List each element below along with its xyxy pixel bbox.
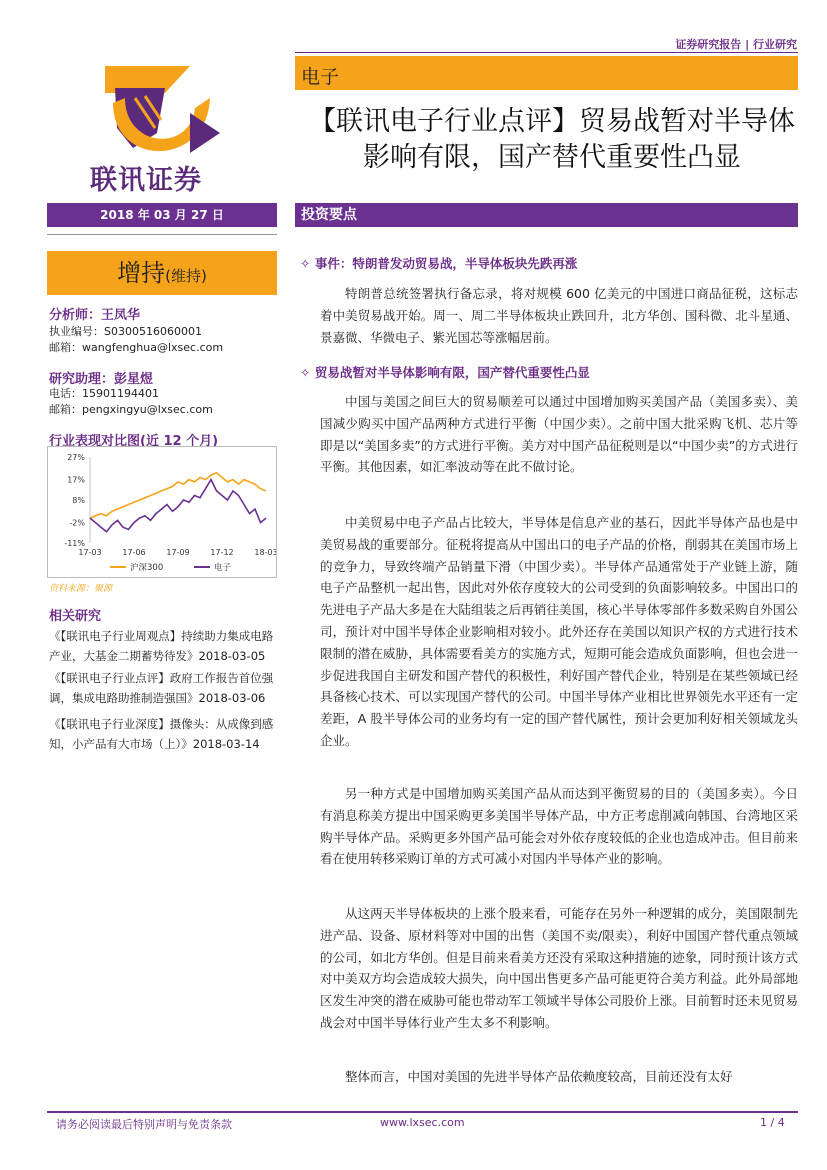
y-tick-label: -11% (64, 539, 85, 548)
report-title: 【联讯电子行业点评】贸易战暂对半导体影响有限，国产替代重要性凸显 (309, 106, 795, 173)
y-tick-label: 8% (72, 496, 85, 505)
x-tick-label: 17-06 (122, 548, 146, 557)
header-divider (295, 52, 798, 53)
report-type: 证券研究报告 | 行业研究 (675, 38, 797, 51)
rating-badge (47, 251, 277, 295)
rating-main: 增持 (117, 259, 166, 287)
rating-divider (47, 234, 277, 235)
y-tick-label: 17% (67, 475, 85, 485)
paragraph: 整体而言，中国对美国的先进半导体产品依赖度较高，目前还没有太好 (345, 1069, 733, 1084)
related-heading: 相关研究 (49, 609, 102, 624)
paragraph: 中美贸易中电子产品占比较大，半导体是信息产业的基石，因此半导体产品也是中美贸易战的重要部分。征税将提高从中国出口的电子产品的价格，削弱其在美国市场上的竞争力，导致终端产品销量下滑（中国少卖）。半导体产品通常处于产业链上游，随电子产品整机一起出售，因此对外依存度较大的公司受到的负面影响较多。中国出口的先进电子产品大多是在大陆组装之后再销往美国，核心半导体零部件多数采购自外国公司，预计对中国半导体企业影响相对较小。此外还存在美国以知识产权的方式进行技术限制的潜在威胁，具体需要看美方的实施方式，短期可能会造成负面影响，但也会进一步促进我国自主研发和国产替代的积极性，利好国产替代企业，特别是在某些领域已经具备核心技术、可以实现国产替代的公司。中国半导体产业相比世界领先水平还有一定差距，A 股半导体公司的业务均有一定的国产替代属性，预计会更加利好相关领域龙头企业。 (320, 515, 798, 748)
y-tick-label: -2% (69, 518, 85, 528)
related-item[interactable]: 《【联讯电子行业点评】政府工作报告首位强调，集成电路助推制造强国》2018-03-06 (49, 671, 274, 705)
footer-disclaimer[interactable]: 请务必阅读最后特别声明与免责条款 (56, 1118, 232, 1131)
paragraph: 中国与美国之间巨大的贸易顺差可以通过中国增加购买美国产品（美国多卖）、美国减少购买中国产品两种方式进行平衡（中国少卖）。之前中国大批采购飞机、芯片等即是以“美国多卖”的方式进行平衡。美方对中国产品征税则是以“中国少卖”的方式进行平衡。其他因素，如汇率波动等在此不做讨论。 (320, 394, 798, 475)
assistant-name: 研究助理：彭星煜 (49, 372, 154, 387)
paragraph: 特朗普总统签署执行备忘录，将对规模 600 亿美元的中国进口商品征税，这标志着中美贸易战开始。周一、周二半导体板块止跌回升，北方华创、国科微、北斗星通、景嘉微、华微电子、紫光国芯等涨幅居前。 (320, 286, 798, 345)
legend-label: 沪深300 (130, 563, 164, 573)
x-tick-label: 17-12 (210, 548, 234, 557)
chart-heading: 行业表现对比图(近 12 个月) (49, 434, 219, 449)
footer-website[interactable]: www.lxsec.com (380, 1116, 465, 1129)
performance-chart (47, 446, 277, 578)
sector-bar (295, 56, 798, 90)
x-tick-label: 18-03 (254, 548, 276, 557)
x-tick-label: 17-03 (78, 548, 102, 557)
chart-source: 资料来源：聚源 (49, 584, 113, 594)
y-tick-label: 27% (67, 453, 85, 462)
logo-text: 联讯证券 (90, 165, 202, 196)
point-heading-event: ✧ 事件：特朗普发动贸易战，半导体板块先跌再涨 (300, 256, 578, 271)
related-item[interactable]: 《【联讯电子行业深度】摄像头：从成像到感知，小产品有大市场（上）》2018-03-14 (49, 717, 274, 751)
paragraph: 另一种方式是中国增加购买美国产品从而达到平衡贸易的目的（美国多卖）。今日有消息称美方提出中国采购更多美国半导体产品，中方正考虑削减向韩国、台湾地区采购半导体产品。采购更多外国产品可能会对外依存度较低的企业也造成冲击。但目前来看在使用转移采购订单的方式可减小对国内半导体产业的影响。 (320, 786, 798, 867)
series-line (90, 480, 266, 532)
series-line (90, 473, 266, 518)
related-item[interactable]: 《【联讯电子行业周观点】持续助力集成电路产业，大基金二期蓄势待发》2018-03-05 (49, 629, 274, 663)
analyst-id: 执业编号：S0300516060001 (49, 325, 202, 338)
sector-label: 电子 (301, 66, 340, 88)
section-title: 投资要点 (295, 203, 798, 227)
analyst-name: 分析师：王凤华 (49, 308, 141, 323)
performance-chart-svg (48, 447, 276, 577)
footer-divider (47, 1111, 798, 1113)
x-tick-label: 17-09 (166, 548, 190, 557)
rating-sub: (维持) (165, 267, 207, 285)
assistant-email: 邮箱：pengxingyu@lxsec.com (49, 403, 213, 416)
point-heading-impact: ✧ 贸易战暂对半导体影响有限，国产替代重要性凸显 (300, 365, 590, 380)
page-number: 1 / 4 (760, 1116, 785, 1129)
legend-label: 电子 (214, 563, 232, 573)
report-date: 2018 年 03 月 27 日 (47, 203, 277, 227)
analyst-email: 邮箱：wangfenghua@lxsec.com (49, 341, 224, 354)
assistant-phone: 电话：15901194401 (49, 387, 159, 400)
paragraph: 从这两天半导体板块的上涨个股来看，可能存在另外一种逻辑的成分，美国限制先进产品、设备、原材料等对中国的出售（美国不卖/限卖），利好中国国产替代重点领域的公司，如北方华创。但是目前来看美方还没有采取这种措施的迹象，同时预计该方式对中美双方均会造成较大损失，向中国出售更多产品可能更符合美方利益。此外局部地区发生冲突的潜在威胁可能也带动军工领域半导体公司股价上涨。目前暂时还未见贸易战会对中国半导体行业产生太多不利影响。 (320, 906, 798, 1030)
